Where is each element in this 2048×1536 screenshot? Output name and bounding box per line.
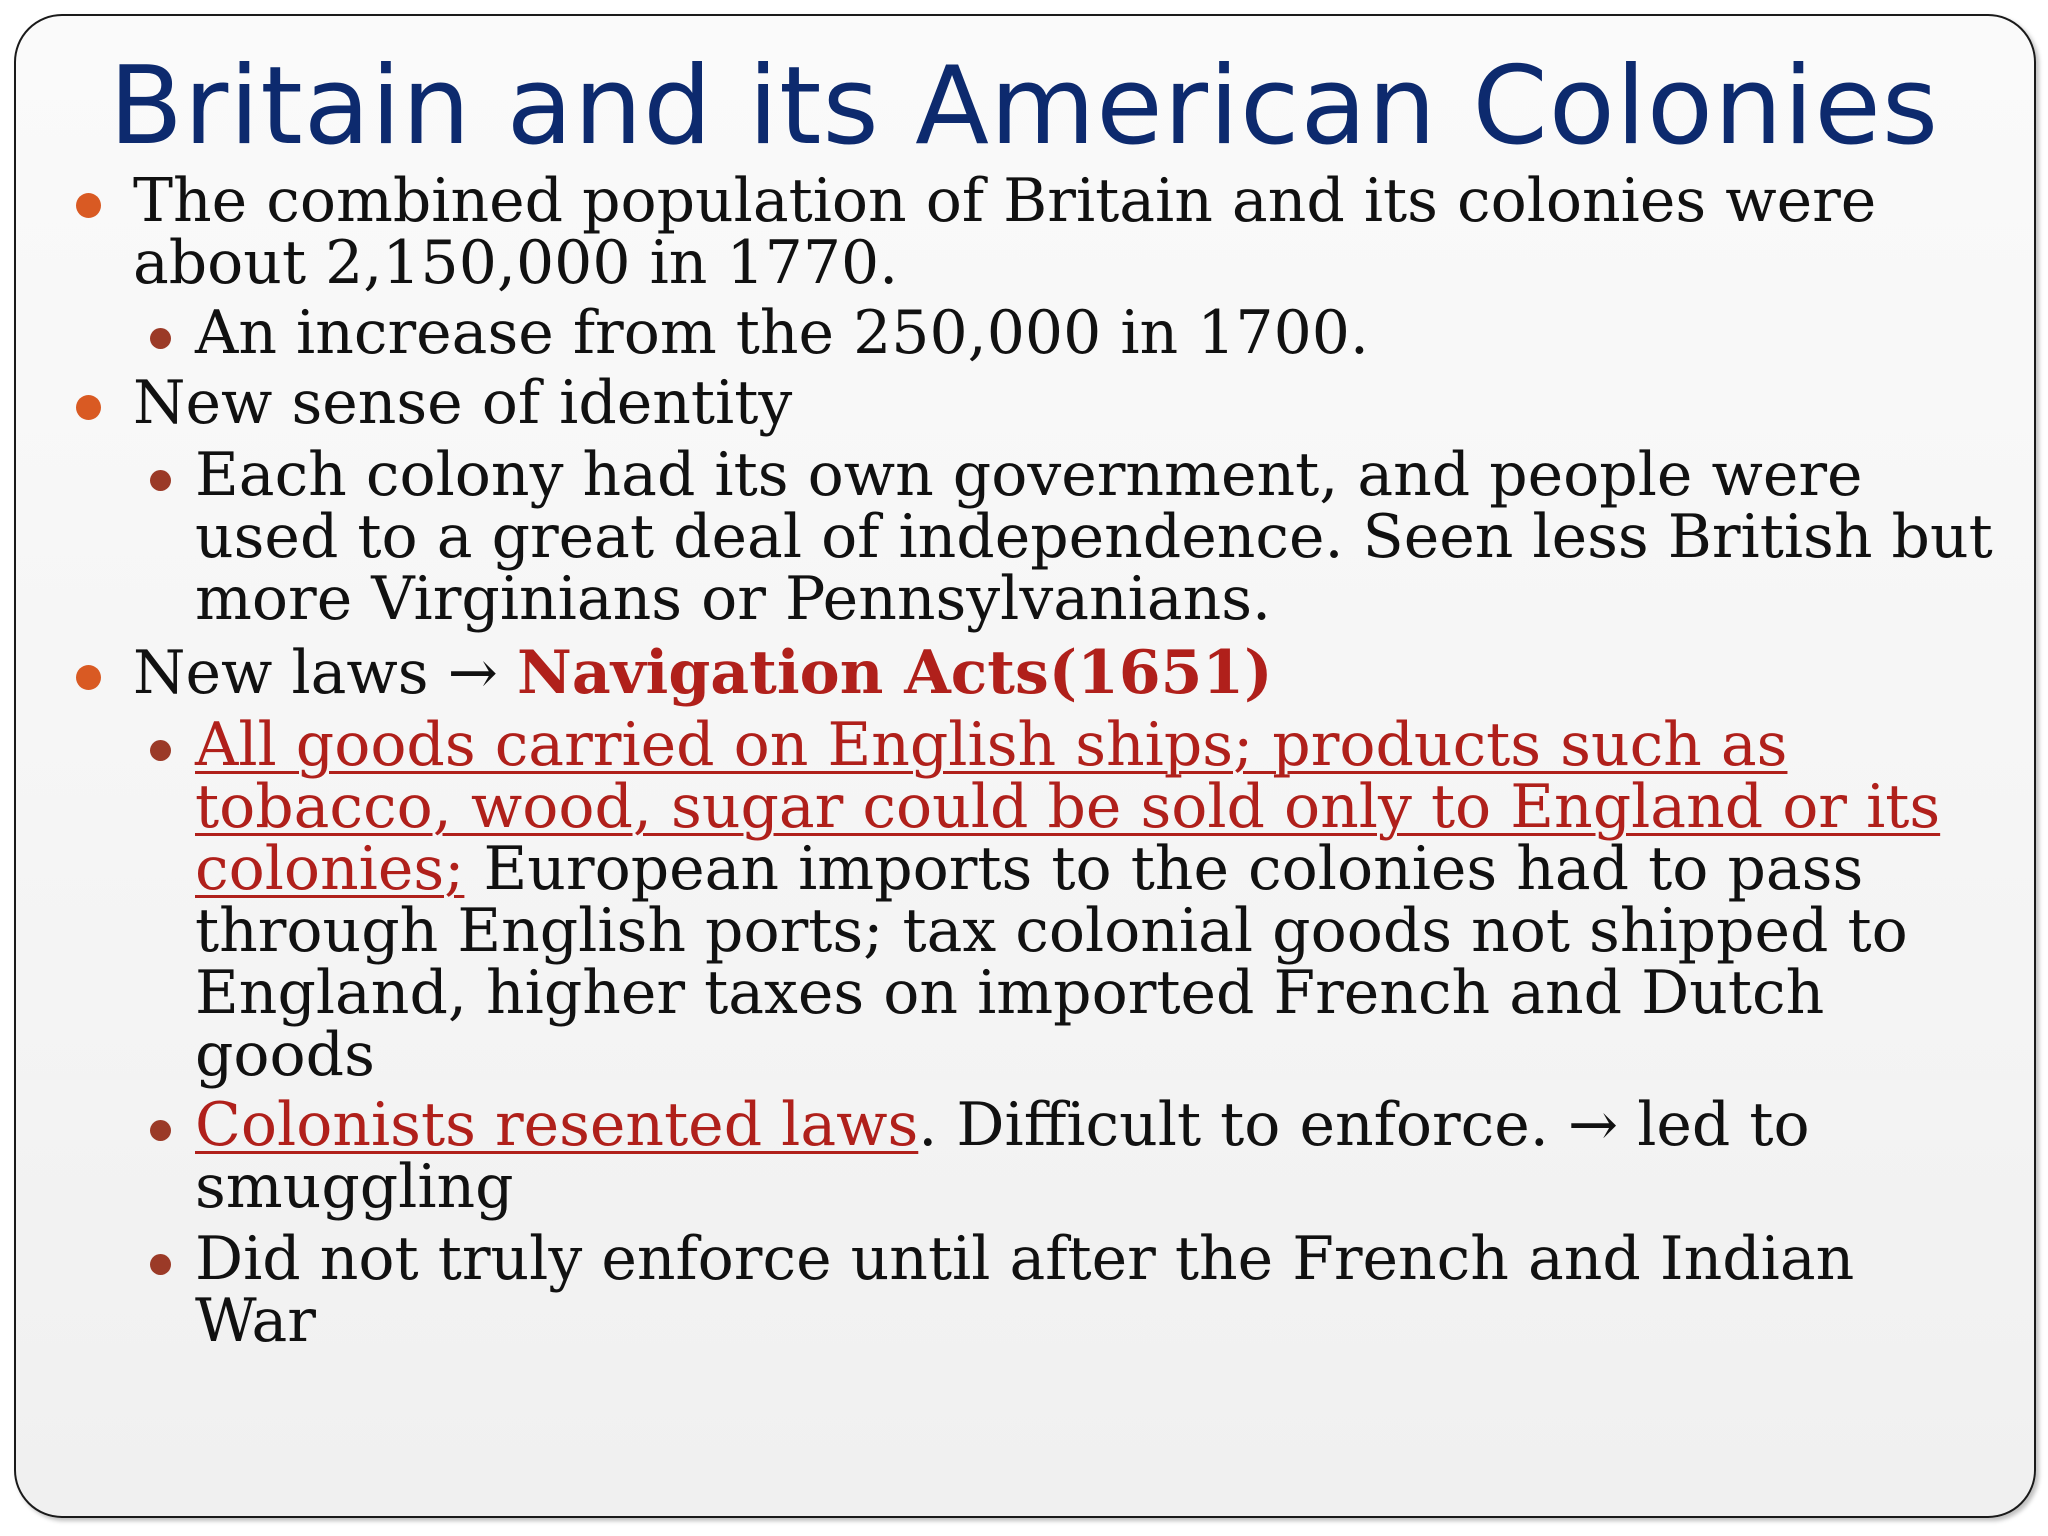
subbullet-enforce [0,1224,1900,1356]
bullet-dot-icon [76,395,101,420]
subbullet-text: An increase from the 250,000 in 1700. [195,298,1369,368]
bullet-new-laws [0,638,1800,708]
subbullet-text [195,834,1900,904]
subbullet-text: Each colony had its own government, and people were [195,440,1863,510]
subbullet-text: through English ports; tax colonial goods not shipped to [195,896,1908,966]
subbullet-red-text: colonies; [195,834,465,904]
bullet-text: about 2,150,000 in 1770. [133,228,899,298]
subbullet-text: used to a great deal of independence. Seen less British but [195,502,1993,572]
bullet-dot-icon [76,665,101,690]
subbullet-text: War [195,1286,316,1356]
subbullet-goods [0,710,1941,1090]
bullet-dot-icon [150,740,171,761]
subbullet-red-text: tobacco, wood, sugar could be sold only to England or its [195,772,1941,842]
bullet-text: The combined population of Britain and its colonies were [133,166,1877,236]
bullet-dot-icon [76,193,101,218]
bullet-dot-icon [150,328,171,349]
bullet-text: New sense of identity [133,368,793,438]
bullet-population [0,166,1877,298]
subbullet-text: Did not truly enforce until after the French and Indian [195,1224,1855,1294]
subbullet-text: England, higher taxes on imported French and Dutch [195,958,1825,1028]
bullet-prefix: New laws → [133,638,517,708]
subbullet-text: goods [195,1020,375,1090]
bullet-dot-icon [150,470,171,491]
slide-title: Britain and its American Colonies [108,44,1940,169]
subbullet-red-text: Colonists resented laws [195,1090,919,1160]
bullet-dot-icon [150,1254,171,1275]
subbullet-text [195,1090,1900,1160]
navigation-acts-highlight: Navigation Acts(1651) [516,638,1273,708]
subbullet-red-text: All goods carried on English ships; products such as [195,710,1788,780]
subbullet-rest-text: . Difficult to enforce. → led to [918,1090,1810,1160]
subbullet-resented [0,1090,1900,1222]
subbullet-text: smuggling [195,1152,514,1222]
subbullet-increase [0,298,1900,368]
slide-content [0,166,2048,1356]
subbullet-text: more Virginians or Pennsylvanians. [195,564,1272,634]
subbullet-rest-text: European imports to the colonies had to pass [464,834,1864,904]
bullet-text [133,638,1800,708]
bullet-dot-icon [150,1120,171,1141]
bullet-identity [0,368,1800,438]
subbullet-government [0,440,1993,634]
